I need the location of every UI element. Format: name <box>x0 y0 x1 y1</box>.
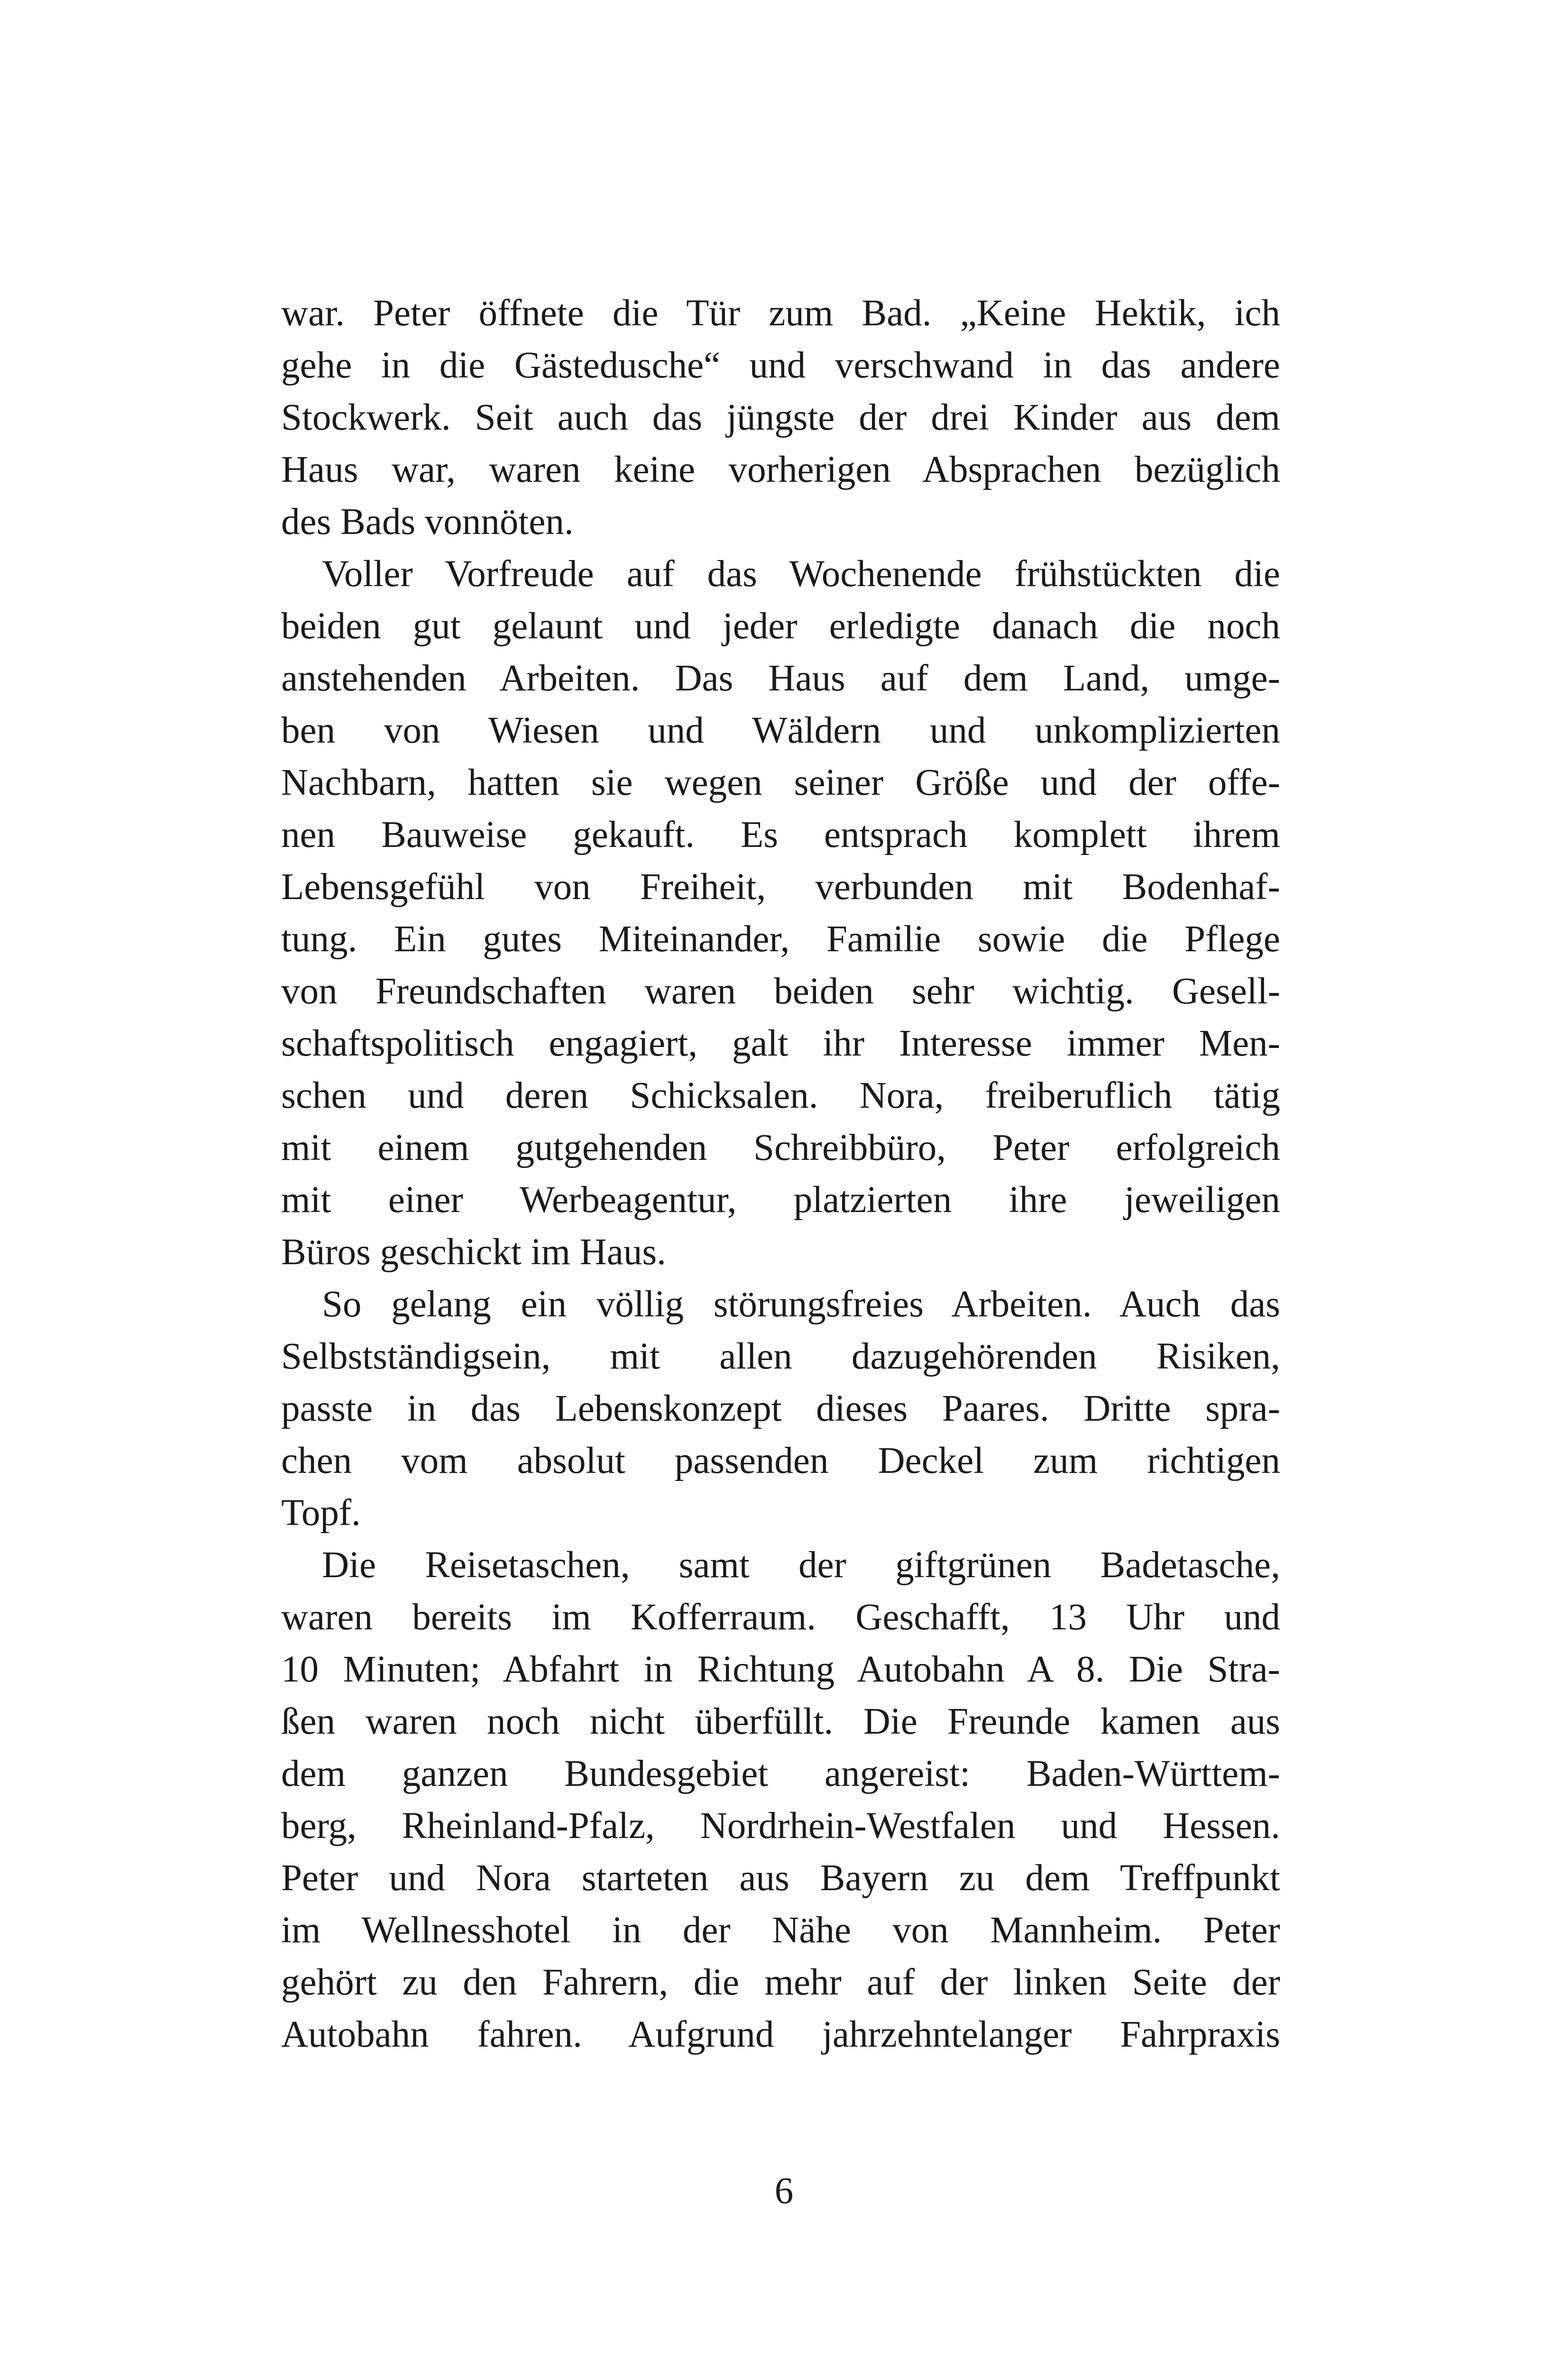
text-line: Stockwerk. Seit auch das jüngste der drei Kinder aus dem <box>281 397 1280 438</box>
text-line: waren bereits im Kofferraum. Geschafft, 13 Uhr und <box>281 1597 1280 1638</box>
text-line: mit einer Werbeagentur, platzierten ihre jeweiligen <box>281 1179 1280 1221</box>
text-line: mit einem gutgehenden Schreibbüro, Peter erfolgreich <box>281 1127 1280 1168</box>
text-line: 10 Minuten; Abfahrt in Richtung Autobahn A 8. Die Stra- <box>281 1649 1280 1690</box>
text-line: Haus war, waren keine vorherigen Absprachen bezüglich <box>281 449 1280 490</box>
text-line: war. Peter öffnete die Tür zum Bad. „Keine Hektik, ich <box>281 293 1280 334</box>
paragraph-2 <box>281 548 1280 1278</box>
text-line: gehört zu den Fahrern, die mehr auf der linken Seite der <box>281 1962 1280 2003</box>
text-line: berg, Rheinland-Pfalz, Nordrhein-Westfalen und Hessen. <box>281 1805 1280 1847</box>
text-line: gehe in die Gästedusche“ und verschwand in das andere <box>281 345 1280 386</box>
text-line: im Wellnesshotel in der Nähe von Mannheim. Peter <box>281 1910 1280 1951</box>
paragraph-1 <box>281 287 1280 548</box>
text-line: ben von Wiesen und Wäldern und unkomplizierten <box>281 710 1280 751</box>
page-number: 6 <box>774 2170 794 2212</box>
text-line: Nachbarn, hatten sie wegen seiner Größe und der offe- <box>281 762 1280 803</box>
text-line: Lebensgefühl von Freiheit, verbunden mit Bodenhaf- <box>281 866 1280 908</box>
text-line: Büros geschickt im Haus. <box>281 1231 666 1273</box>
text-line: So gelang ein völlig störungsfreies Arbeiten. Auch das <box>322 1284 1280 1325</box>
text-line: des Bads vonnöten. <box>281 501 574 542</box>
text-line: schen und deren Schicksalen. Nora, freiberuflich tätig <box>281 1075 1280 1116</box>
text-line: Voller Vorfreude auf das Wochenende frühstückten die <box>322 553 1280 595</box>
text-line: schaftspolitisch engagiert, galt ihr Interesse immer Men- <box>281 1023 1280 1064</box>
text-line: chen vom absolut passenden Deckel zum richtigen <box>281 1440 1280 1481</box>
text-line: Die Reisetaschen, samt der giftgrünen Badetasche, <box>322 1544 1280 1586</box>
text-line: dem ganzen Bundesgebiet angereist: Baden-Württem- <box>281 1753 1280 1794</box>
paragraph-3 <box>281 1278 1280 1539</box>
text-line: nen Bauweise gekauft. Es entsprach komplett ihrem <box>281 814 1280 855</box>
text-line: Topf. <box>281 1492 361 1534</box>
text-line: von Freundschaften waren beiden sehr wichtig. Gesell- <box>281 971 1280 1012</box>
text-line: Selbstständigsein, mit allen dazugehörenden Risiken, <box>281 1336 1280 1377</box>
body-text <box>281 287 1280 2061</box>
text-line: ßen waren noch nicht überfüllt. Die Freunde kamen aus <box>281 1701 1280 1742</box>
text-line: passte in das Lebenskonzept dieses Paares. Dritte spra- <box>281 1388 1280 1429</box>
text-line: tung. Ein gutes Miteinander, Familie sowie die Pflege <box>281 919 1280 960</box>
text-line: Peter und Nora starteten aus Bayern zu dem Treffpunkt <box>281 1857 1280 1899</box>
text-line: anstehenden Arbeiten. Das Haus auf dem Land, umge- <box>281 658 1280 699</box>
text-line: Autobahn fahren. Aufgrund jahrzehntelanger Fahrpraxis <box>281 2014 1280 2055</box>
paragraph-4 <box>281 1539 1280 2061</box>
text-line: beiden gut gelaunt und jeder erledigte danach die noch <box>281 606 1280 647</box>
